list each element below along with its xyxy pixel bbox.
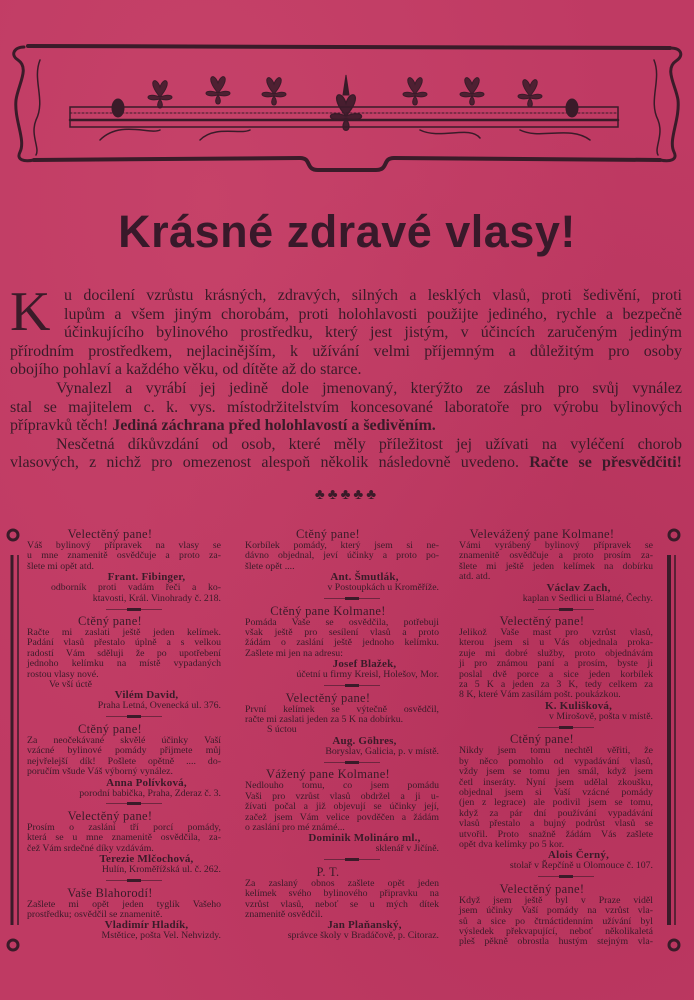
- letter-body-line: šlete mi ještě jeden kelímek na dobírku: [459, 560, 653, 572]
- intro-bold-text: Račte se přesvědčiti!: [529, 454, 683, 472]
- intro-text-segment: přírodním prostředkem, nejlacinějším, k užívání velmi příjemným a důležitým pro osoby: [10, 342, 682, 360]
- letter-body-line: První kelímek se výtečně osvědčil,: [245, 703, 439, 715]
- intro-text-segment: vlasových, z nichž pro omezenost alespoň několik následovně uvedeno.: [10, 454, 530, 472]
- letter-body-line: výsledek překvapující, neboť několikaletá: [459, 925, 653, 937]
- testimonial-letter: [245, 767, 439, 854]
- letter-salutation: Vážený pane Kolmane!: [266, 767, 390, 782]
- letter-body-line: Nikdy jsem tomu nechtěl věřiti, že: [459, 745, 653, 757]
- intro-text-segment: stal se majitelem c. k. vys. místodržitelstvím koncesované laboratoře pro výrobu bylinových: [10, 398, 682, 416]
- letter-body-line: utvořil. Proto snažně žádám Vás zašlete: [459, 828, 653, 840]
- letter-signature: Aug. Göhres,: [332, 734, 397, 747]
- letter-body-line: šlete mi opět atd.: [27, 560, 94, 572]
- letter-signature: K. Kulišková,: [544, 699, 613, 712]
- intro-line: [10, 324, 682, 343]
- intro-line: [10, 436, 682, 455]
- letter-body-line: o zaslání pro mé známé...: [245, 821, 345, 833]
- flower-divider-icon: ♣♣♣♣♣: [314, 487, 380, 503]
- letter-body-line: poručím všude Váš výborný vynález.: [27, 766, 173, 778]
- letter-address: kaplan v Sedlici u Blatné, Čechy.: [522, 592, 653, 604]
- testimonial-letter: [459, 614, 653, 722]
- intro-text-segment: Nesčetná díkůvzdání od osob, které měly příležitost jej užívati na vyléčení chorob: [56, 435, 682, 453]
- letter-body-line: 8 K, které Vám zasílám pošt. poukázkou.: [459, 689, 621, 701]
- testimonial-letter: [245, 865, 439, 942]
- letter-salutation: Velevážený pane Kolmane!: [469, 527, 615, 541]
- letter-body-line: by něco pomohlo od vypadávání vlasů,: [459, 755, 653, 767]
- intro-line: [10, 417, 682, 436]
- letter-signature: Dominik Molináro ml.,: [308, 832, 421, 845]
- letter-body-line: však ještě pro sesílení vlasů a proto: [245, 627, 439, 639]
- testimonial-letter: [27, 614, 221, 712]
- letter-salutation: P. T.: [316, 864, 340, 879]
- right-border-ornament: [660, 520, 694, 960]
- testimonial-column-1: [27, 527, 221, 942]
- letter-body-line: Za zaslaný obnos zašlete opět jeden: [245, 877, 439, 889]
- letter-body-line: četl inseráty. Nyní jsem udělal zkoušku,: [459, 776, 653, 788]
- letter-body-line: Račte mi zaslati ještě jeden kelímek.: [27, 627, 221, 639]
- letter-body-line: rostou vlasy nové.: [27, 668, 99, 680]
- letter-signature: Alois Černý,: [547, 849, 610, 862]
- testimonial-letter: [27, 527, 221, 604]
- intro-bold-text: Jediná záchrana před holohlavostí a šedivěním.: [112, 417, 436, 435]
- letter-salutation: Ctěný pane!: [509, 732, 575, 747]
- testimonial-letter: [459, 882, 653, 948]
- testimonial-letter: [245, 527, 439, 594]
- letter-body-line: čež Vám srdečné díky vzdávám.: [27, 842, 154, 854]
- page-title: Krásné zdravé vlasy!: [118, 206, 576, 257]
- letter-body-line: dávno objednal, jeví účinky a proto po-: [245, 550, 439, 562]
- letter-divider: [245, 594, 439, 604]
- letter-signature: Jan Plaňanský,: [327, 919, 402, 932]
- letter-address: odborník proti vadám řeči a ko-: [51, 582, 221, 594]
- letter-divider: [245, 757, 439, 767]
- letter-body-line: poslal dvě porce a sice jeden korbílek: [459, 668, 653, 680]
- letter-divider: [459, 604, 653, 614]
- letter-salutation: Velectěný pane!: [499, 614, 585, 629]
- letter-body-line: znamenitě osvědčuje a proto prosím za-: [459, 550, 653, 562]
- letter-body-line: když za pár dní používání vypadávání: [459, 807, 653, 819]
- intro-line: [10, 399, 682, 418]
- intro-line: [10, 287, 682, 306]
- letter-body-line: prostředku; osvědčil se znamenitě.: [27, 908, 163, 920]
- letter-body-line: za 5 K a jeden za 3 K, tedy celkem za: [459, 679, 653, 691]
- letter-body-line: žívati počal a již objevují se účinky její,: [245, 801, 439, 813]
- drop-cap: K: [10, 281, 51, 343]
- letter-address: správce školy v Bradáčově, p. Citoraz.: [287, 930, 439, 942]
- left-border-ornament: [0, 520, 30, 960]
- letter-signature: Terezie Mlčochová,: [99, 853, 194, 866]
- letter-divider: [27, 876, 221, 886]
- letter-body-line: která se u mne znamenitě osvědčila, za-: [27, 832, 221, 844]
- letter-salutation: Ctěný pane!: [295, 527, 361, 541]
- letter-address: stolař v Řepčíně u Olomouce č. 107.: [509, 860, 653, 872]
- letter-address: účetní u firmy Kreisl, Holešov, Mor.: [296, 669, 439, 681]
- intro-line: [10, 454, 682, 473]
- letter-address: v Postoupkách u Kroměříže.: [327, 582, 439, 594]
- letter-body-line: sů a sice po čtrnáctidenním užívání byl: [459, 915, 653, 927]
- letter-address: Boryslav, Galicia, p. v místě.: [325, 745, 439, 757]
- letter-body-line: Vaši pro vzrůst vlasů obdržel a ji u-: [245, 790, 439, 802]
- letter-body-line: Vámi vyrábený bylinový přípravek se: [459, 540, 653, 551]
- letter-body-line: Když jsem ještě byl v Praze viděl: [459, 894, 653, 906]
- letter-body-line: šlete opět ....: [245, 560, 295, 572]
- letter-divider: [245, 855, 439, 865]
- letter-body-line: u mne znamenitě osvědčuje a proto za-: [27, 550, 221, 562]
- testimonial-letter: [459, 732, 653, 871]
- letter-divider: [245, 681, 439, 691]
- letter-address: Hulín, Kroměřížská ul. č. 262.: [101, 864, 221, 876]
- letter-body-line: Nedlouho tomu, co jsem pomádu: [245, 780, 439, 792]
- intro-line: [10, 380, 682, 399]
- letter-address: v Mirošově, pošta v místě.: [549, 710, 653, 722]
- letter-body-line: vzácné bylinové pomády přijmete můj: [27, 745, 221, 757]
- testimonial-letter: [27, 722, 221, 799]
- letter-signature: Vilém David,: [114, 689, 179, 702]
- letter-signature: Václav Zach,: [546, 581, 611, 594]
- letter-body-line: atd. atd.: [459, 571, 491, 583]
- letter-signature: Frant. Fibinger,: [107, 571, 186, 584]
- letter-signature: Vladimír Hladík,: [104, 919, 189, 932]
- letter-body-line: zuje mi dobré služby, proto objednávám: [459, 647, 653, 659]
- letter-divider: [459, 722, 653, 732]
- testimonial-letter: [459, 527, 653, 604]
- letter-body-line: kterou jsem si u Vás objednala proka-: [459, 637, 653, 649]
- letter-divider: [459, 872, 653, 882]
- letter-body-line: žádám o zaslání ještě jednoho kelímku.: [245, 637, 439, 649]
- letter-address: sklenář v Jičíně.: [375, 843, 439, 855]
- intro-line: [10, 343, 682, 362]
- letter-body-line: Pomáda Vaše se osvědčila, potřebuji: [245, 616, 439, 628]
- intro-line: [10, 306, 682, 325]
- letter-body-line: vlasů přestalo a bujný podrůst vlasů se: [459, 818, 653, 830]
- testimonial-column-3: [459, 527, 653, 948]
- letter-body-line: vždy jsem se tomu jen smál, když jsem: [459, 766, 653, 778]
- letter-closing: S úctou: [267, 724, 297, 736]
- testimonial-letter: [245, 691, 439, 758]
- letter-body-line: Váš bylinový přípravek na vlasy se: [27, 540, 221, 551]
- letter-closing: Ve vší úctě: [49, 679, 92, 691]
- letter-address: ktavosti, Král. Vinohrady č. 218.: [92, 592, 221, 604]
- letter-address: porodní babička, Praha, Zderaz č. 3.: [79, 787, 221, 799]
- letter-body-line: pleš pěkně obrostla hustým stejným vla-: [459, 936, 653, 948]
- testimonial-letter: [27, 809, 221, 876]
- letter-body-line: (jen z legrace) ale podivil jsem se tomu,: [459, 797, 653, 809]
- letter-salutation: Ctěný pane!: [77, 614, 143, 629]
- letter-salutation: Vaše Blahorodí!: [67, 885, 153, 900]
- testimonial-letter: [245, 604, 439, 681]
- letter-signature: Ant. Šmutlák,: [330, 571, 399, 584]
- letter-salutation: Velectěný pane!: [67, 527, 153, 541]
- letter-body-line: Jelikož Vaše mast pro vzrůst vlasů,: [459, 627, 653, 639]
- intro-text-segment: účinkujícího bylinového prostředku, který jest jistým, v účincích zaručeným jediným: [64, 324, 682, 342]
- letter-signature: Josef Blažek,: [332, 658, 397, 671]
- testimonial-letter: [27, 886, 221, 942]
- letter-divider: [27, 799, 221, 809]
- letter-body-line: radostí Vám sděluji že po upotřebení: [27, 647, 221, 659]
- letter-body-line: račte mi zaslati jeden za 5 K na dobírku.: [245, 714, 404, 726]
- intro-text: [10, 287, 682, 473]
- letter-body-line: kelímek svého bylinového připravku na: [245, 888, 439, 900]
- letter-signature: Anna Polívková,: [106, 776, 187, 789]
- letter-divider: [27, 712, 221, 722]
- letter-body-line: jsem účinky Vaší pomády na vzrůst vla-: [459, 905, 653, 917]
- letter-body-line: znamenitě osvědčil.: [245, 908, 323, 920]
- letter-body-line: vzrůst vlasů, neboť se u mých dítek: [245, 898, 439, 910]
- letter-body-line: Prosím o zaslání tří porcí pomády,: [27, 821, 221, 833]
- letter-salutation: Ctěný pane Kolmane!: [270, 603, 386, 618]
- letter-salutation: Velectěný pane!: [285, 690, 371, 705]
- intro-text-segment: u docilení vzrůstu krásných, zdravých, silných a lesklých vlasů, proti šedivění, proti: [64, 287, 682, 304]
- letter-body-line: Zašlete mi jen na adresu:: [245, 647, 343, 659]
- letter-address: Mstětice, pošta Vel. Nehvizdy.: [101, 930, 221, 942]
- letter-body-line: jednoho kelímku na místě vypadaných: [27, 658, 221, 670]
- letter-body-line: opět dva kelímky po 5 kor.: [459, 838, 565, 850]
- intro-line: [10, 361, 682, 380]
- letter-divider: [27, 604, 221, 614]
- letter-body-line: ji pro známou paní a prosím, byste ji: [459, 658, 653, 670]
- intro-text-segment: lupům a všem jiným chorobám, proti holohlavosti použijte jediného, rychle a bezpečně: [64, 305, 682, 323]
- letter-body-line: začež jsem Vám velice povděčen a žádám: [245, 811, 439, 823]
- letter-body-line: nejvřelejší dík! Pošlete opětně .... do-: [27, 755, 221, 767]
- letter-address: Praha Letná, Ovenecká ul. 376.: [97, 700, 221, 712]
- letter-body-line: Zašlete mi opět jeden tyglík Vašeho: [27, 898, 221, 910]
- letter-body-line: objednal jsem si Vaší vzácné pomády: [459, 786, 653, 798]
- letter-body-line: Za neočekávané skvělé účinky Vaší: [27, 734, 221, 746]
- testimonial-column-2: [245, 527, 439, 942]
- letter-salutation: Velectěný pane!: [67, 808, 153, 823]
- header-ornament-frame: [0, 0, 694, 180]
- intro-text-segment: Vynalezl a vyrábí jej jedině dole jmenovaný, kterýžto ze zásluh pro svůj vynález: [56, 379, 682, 397]
- letter-salutation: Velectěný pane!: [499, 881, 585, 896]
- letter-body-line: Padání vlasů přestalo úplně a s velkou: [27, 637, 221, 649]
- letter-body-line: Korbílek pomády, který jsem si ne-: [245, 540, 439, 551]
- letter-salutation: Ctěný pane!: [77, 721, 143, 736]
- intro-text-segment: přípravků těch!: [10, 417, 113, 435]
- intro-text-segment: obojího pohlaví a každého věku, od dítěte až do starce.: [10, 361, 362, 379]
